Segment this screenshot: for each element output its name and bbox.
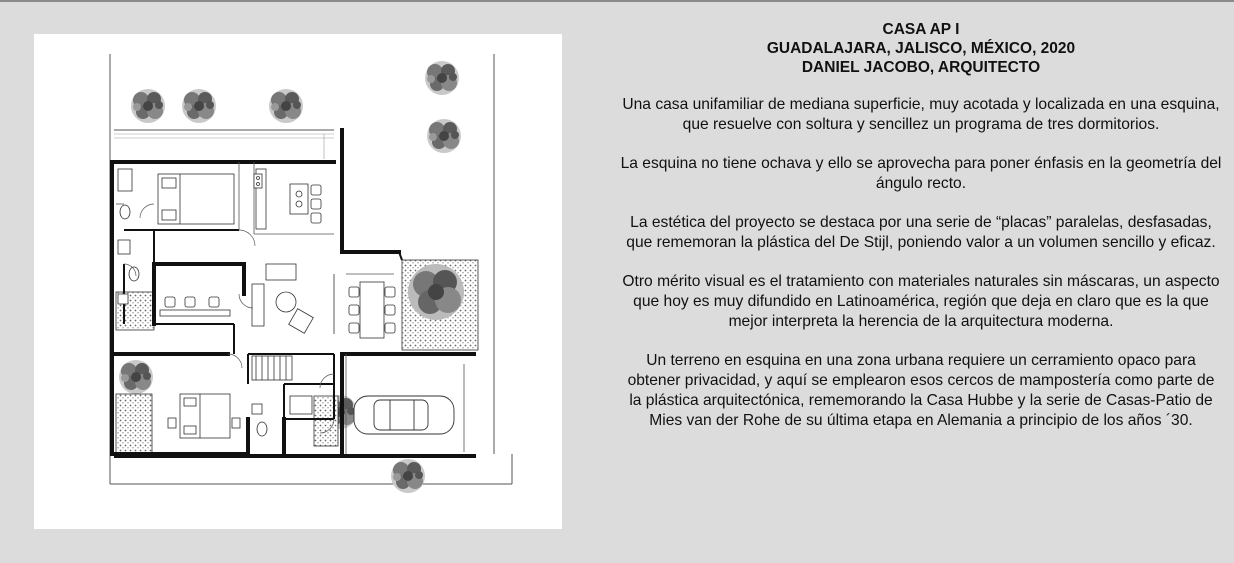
text-column [620,20,1222,450]
title-block [620,20,1222,77]
car [354,396,454,434]
paragraph-3: La estética del proyecto se destaca por una serie de “placas” paralelas, desfasadas, que rememoran la plástica del De Stijl, poniendo valor a un volumen sencillo y eficaz. [626,214,1216,251]
paragraph-1: Una casa unifamiliar de mediana superficie, muy acotada y localizada en una esquina, que resuelve con soltura y sencillez un programa de tres dormitorios. [622,96,1220,133]
paragraph-5: Un terreno en esquina en una zona urbana requiere un cerramiento opaco para obtener privacidad, y aquí se emplearon esos cercos de mampostería como parte de la plástica arquitectónica, rememorando la Casa Hubbe y la serie de Casas-Patio de Mies van der Rohe de su última etapa en Alemania a principio de los años ´30. [627,352,1215,429]
floor-plan-drawing [34,34,562,529]
project-architect: DANIEL JACOBO, ARQUITECTO [801,59,1041,76]
paragraph-2: La esquina no tiene ochava y ello se aprovecha para poner énfasis en la geometría del ángulo recto. [620,155,1222,192]
paragraph-4: Otro mérito visual es el tratamiento con materiales naturales sin máscaras, un aspecto que hoy es muy difundido en Latinoamérica, región que deja en claro que es la que mejor interpreta la herencia de la arquitectura moderna. [622,273,1220,330]
project-location-year: GUADALAJARA, JALISCO, MÉXICO, 2020 [766,40,1076,57]
floor-plan-panel [34,34,562,529]
project-name: CASA AP I [882,21,960,38]
top-border-line [0,0,1234,2]
